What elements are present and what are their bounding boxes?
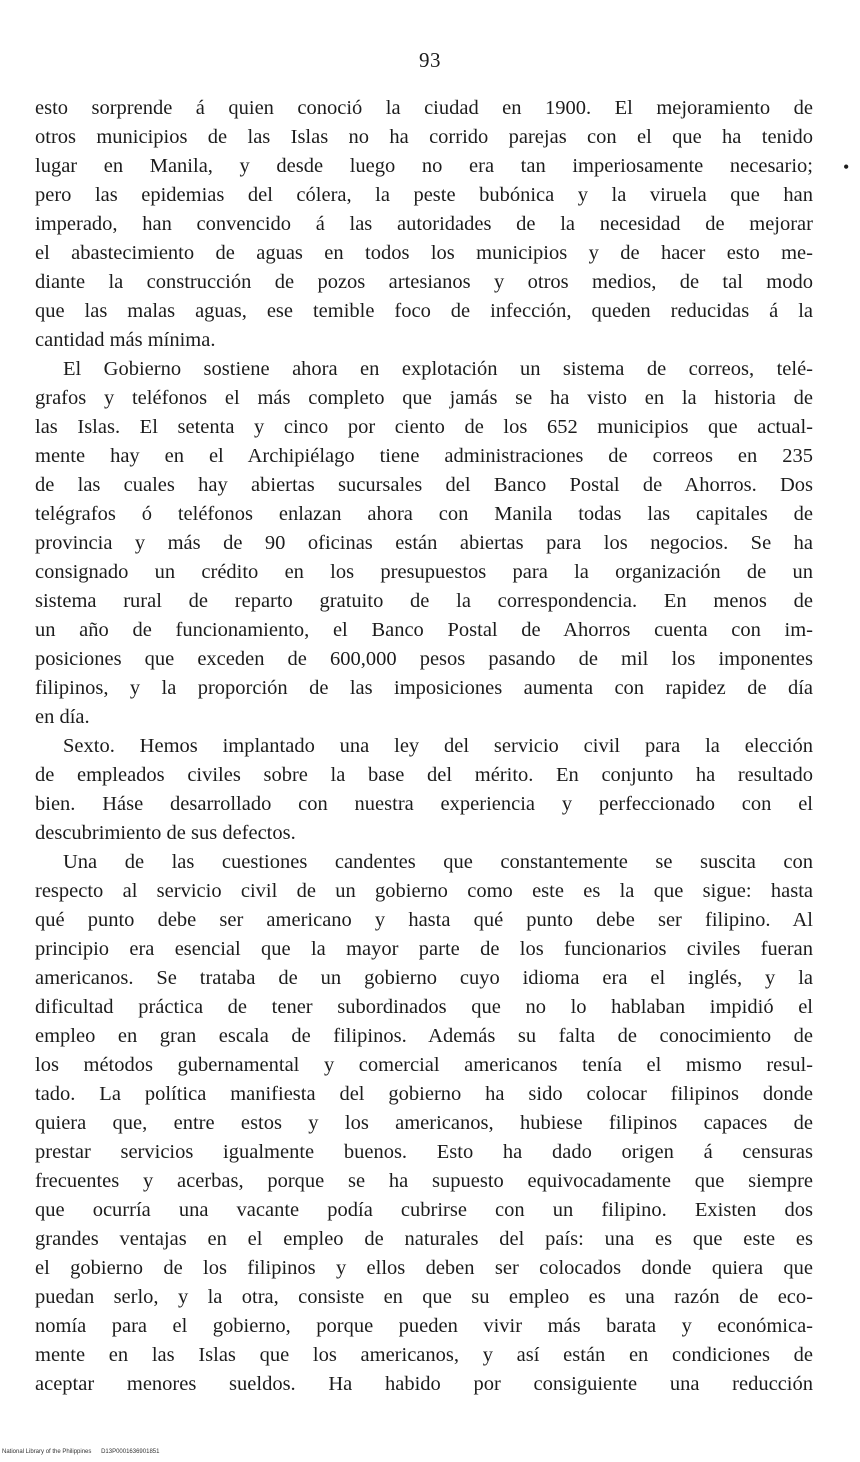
text-line: telégrafos ó teléfonos enlazan ahora con Manila todas las capitales de xyxy=(35,503,813,525)
text-line: pero las epidemias del cólera, la peste bubónica y la viruela que han xyxy=(35,184,813,206)
text-line: tado. La política manifiesta del gobierno ha sido colocar filipinos donde xyxy=(35,1083,813,1105)
text-line: diante la construcción de pozos artesianos y otros medios, de tal modo xyxy=(35,271,813,293)
text-line: nomía para el gobierno, porque pueden vivir más barata y económica- xyxy=(35,1315,813,1337)
text-line: puedan serlo, y la otra, consiste en que su empleo es una razón de eco- xyxy=(35,1286,813,1308)
text-line: el abastecimiento de aguas en todos los municipios y de hacer esto me- xyxy=(35,242,813,264)
text-line: de empleados civiles sobre la base del mérito. En conjunto ha resultado xyxy=(35,764,813,786)
text-line: consignado un crédito en los presupuestos para la organización de un xyxy=(35,561,813,583)
text-line: qué punto debe ser americano y hasta qué punto debe ser filipino. Al xyxy=(35,909,813,931)
text-line: cantidad más mínima. xyxy=(35,329,216,351)
text-line: bien. Háse desarrollado con nuestra experiencia y perfeccionado con el xyxy=(35,793,813,815)
text-line: principio era esencial que la mayor parte de los funcionarios civiles fueran xyxy=(35,938,813,960)
text-line: Una de las cuestiones candentes que constantemente se suscita con xyxy=(63,851,813,873)
text-line: sistema rural de reparto gratuito de la correspondencia. En menos de xyxy=(35,590,813,612)
scan-footer xyxy=(2,1449,167,1455)
text-line: los métodos gubernamental y comercial americanos tenía el mismo resul- xyxy=(35,1054,813,1076)
text-line: que ocurría una vacante podía cubrirse con un filipino. Existen dos xyxy=(35,1199,813,1221)
text-line: grafos y teléfonos el más completo que jamás se ha visto en la historia de xyxy=(35,387,813,409)
text-line: el gobierno de los filipinos y ellos deben ser colocados donde quiera que xyxy=(35,1257,813,1279)
text-line: El Gobierno sostiene ahora en explotación un sistema de correos, telé- xyxy=(63,358,813,380)
text-line: frecuentes y acerbas, porque se ha supuesto equivocadamente que siempre xyxy=(35,1170,813,1192)
text-line: de las cuales hay abiertas sucursales del Banco Postal de Ahorros. Dos xyxy=(35,474,813,496)
text-line: que las malas aguas, ese temible foco de infección, queden reducidas á la xyxy=(35,300,813,322)
footer-library: National Library of the Philippines xyxy=(2,1449,92,1455)
text-line: un año de funcionamiento, el Banco Postal de Ahorros cuenta con im- xyxy=(35,619,813,641)
text-line: respecto al servicio civil de un gobierno como este es la que sigue: hasta xyxy=(35,880,813,902)
text-line: Sexto. Hemos implantado una ley del servicio civil para la elección xyxy=(63,735,813,757)
text-line: mente hay en el Archipiélago tiene administraciones de correos en 235 xyxy=(35,445,813,467)
text-line: grandes ventajas en el empleo de naturales del país: una es que este es xyxy=(35,1228,813,1250)
text-line: descubrimiento de sus defectos. xyxy=(35,822,296,844)
text-line: otros municipios de las Islas no ha corrido parejas con el que ha tenido xyxy=(35,126,813,148)
text-line: prestar servicios igualmente buenos. Esto ha dado origen á censuras xyxy=(35,1141,813,1163)
text-line: posiciones que exceden de 600,000 pesos pasando de mil los imponentes xyxy=(35,648,813,670)
text-line: quiera que, entre estos y los americanos, hubiese filipinos capaces de xyxy=(35,1112,813,1134)
text-line: esto sorprende á quien conoció la ciudad en 1900. El mejoramiento de xyxy=(35,97,813,119)
text-line: lugar en Manila, y desde luego no era tan imperiosamente necesario; xyxy=(35,155,813,177)
footer-code: D13P0001636901851 xyxy=(101,1449,160,1455)
text-line: empleo en gran escala de filipinos. Además su falta de conocimiento de xyxy=(35,1025,813,1047)
body-text xyxy=(35,94,813,1399)
page-number: 93 xyxy=(419,48,441,72)
text-line: en día. xyxy=(35,706,90,728)
text-line: imperado, han convencido á las autoridades de la necesidad de mejorar xyxy=(35,213,813,235)
text-line: mente en las Islas que los americanos, y así están en condiciones de xyxy=(35,1344,813,1366)
text-line: dificultad práctica de tener subordinados que no lo hablaban impidió el xyxy=(35,996,813,1018)
text-line: las Islas. El setenta y cinco por ciento de los 652 municipios que actual- xyxy=(35,416,813,438)
text-line: provincia y más de 90 oficinas están abiertas para los negocios. Se ha xyxy=(35,532,813,554)
margin-mark: • xyxy=(843,157,850,177)
text-line: filipinos, y la proporción de las imposiciones aumenta con rapidez de día xyxy=(35,677,813,699)
text-line: aceptar menores sueldos. Ha habido por consiguiente una reducción xyxy=(35,1373,813,1395)
text-line: americanos. Se trataba de un gobierno cuyo idioma era el inglés, y la xyxy=(35,967,813,989)
